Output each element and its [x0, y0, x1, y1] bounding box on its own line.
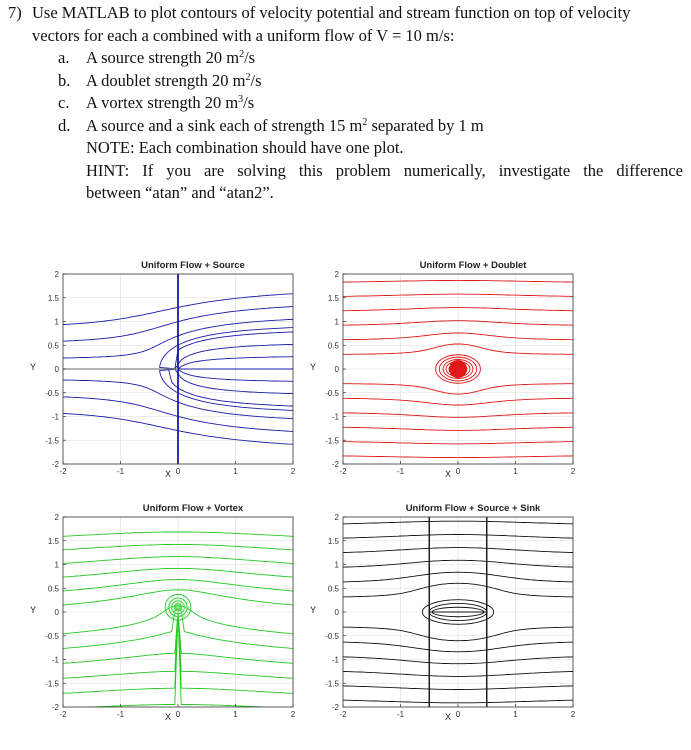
item-c-label: c. [58, 93, 70, 112]
item-c-unit: /s [243, 93, 255, 112]
item-b-unit: /s [250, 70, 262, 90]
y-tick-label: 1.5 [47, 536, 59, 546]
x-axis-label: X [445, 712, 452, 722]
y-tick-label: -1.5 [45, 679, 59, 689]
y-tick-label: 0.5 [327, 584, 339, 594]
x-tick-label: 1 [513, 467, 518, 476]
plot-vortex [18, 505, 338, 750]
plot-title: Uniform Flow + Source [141, 260, 245, 271]
item-b-label: b. [58, 70, 71, 90]
y-tick-label: -2 [331, 460, 339, 469]
y-axis-label: Y [310, 362, 317, 372]
x-tick-label: -1 [116, 467, 125, 476]
note-text: NOTE: Each combination should have one plot. [86, 138, 404, 157]
x-tick-label: 0 [455, 467, 461, 476]
y-tick-label: 0 [334, 608, 339, 617]
plot-axes [18, 262, 338, 487]
x-tick-label: -2 [339, 467, 347, 476]
y-tick-label: 0.5 [47, 341, 59, 351]
y-tick-label: 0 [54, 365, 59, 374]
item-a-sup: 2 [239, 49, 245, 60]
y-tick-label: -1 [331, 412, 339, 422]
y-tick-label: 0.5 [327, 341, 339, 351]
y-tick-label: -0.5 [45, 631, 59, 641]
item-a [8, 47, 683, 70]
streamlines [52, 274, 339, 464]
x-tick-label: 0 [175, 467, 181, 476]
hint-text-line-1: HINT: If you are solving this problem numerically, investigate the difference [86, 160, 683, 180]
y-tick-label: -2 [51, 703, 59, 712]
y-tick-label: -1.5 [325, 436, 339, 446]
x-axis-label: X [165, 469, 172, 479]
x-tick-label: -1 [396, 710, 405, 719]
y-tick-label: -0.5 [45, 388, 59, 398]
plot-title: Uniform Flow + Vortex [142, 503, 244, 514]
item-c [8, 92, 683, 115]
y-tick-label: 2 [334, 270, 339, 279]
problem-text [8, 2, 683, 205]
x-tick-label: 1 [233, 467, 238, 476]
item-d-sup: 2 [362, 116, 368, 128]
x-tick-label: 1 [233, 710, 238, 719]
x-axis-label: X [445, 469, 452, 479]
y-tick-label: -2 [51, 460, 59, 469]
x-tick-label: 0 [175, 710, 181, 719]
y-tick-label: 2 [54, 270, 59, 279]
x-tick-label: -2 [339, 710, 347, 719]
x-tick-label: -2 [59, 467, 67, 476]
y-tick-label: 1 [54, 560, 59, 570]
problem-stem-line-1 [8, 2, 683, 25]
y-tick-label: -1 [51, 412, 59, 422]
y-tick-label: -1.5 [325, 679, 339, 689]
x-tick-label: 2 [290, 467, 296, 476]
y-tick-label: -0.5 [325, 631, 339, 641]
plot-source [18, 262, 338, 507]
item-d [8, 115, 683, 138]
plot-axes [298, 262, 618, 487]
x-tick-label: 2 [570, 467, 576, 476]
y-tick-label: 1 [334, 560, 339, 570]
item-a-label: a. [58, 48, 70, 67]
x-axis-label: X [165, 712, 172, 722]
item-c-text: A vortex strength 20 m [86, 93, 239, 112]
item-c-sup: 3 [238, 94, 244, 105]
plot-axes [298, 505, 618, 730]
plot-title: Uniform Flow + Doublet [419, 260, 527, 271]
y-tick-label: 1.5 [327, 536, 339, 546]
y-axis-label: Y [310, 605, 317, 615]
plot-doublet [298, 262, 618, 507]
doublet-core [449, 360, 467, 378]
x-tick-label: 2 [290, 710, 296, 719]
problem-stem-line-2: vectors for each a combined with a uniform flow of V = 10 m/s: [32, 25, 455, 45]
plot-axes [18, 505, 338, 730]
y-tick-label: 0 [54, 608, 59, 617]
y-tick-label: 1.5 [327, 293, 339, 303]
x-tick-label: -2 [59, 710, 67, 719]
x-tick-label: 0 [455, 710, 461, 719]
x-tick-label: -1 [396, 467, 405, 476]
x-tick-label: 1 [513, 710, 518, 719]
y-tick-label: 1.5 [47, 293, 59, 303]
y-tick-label: -1 [51, 655, 59, 665]
x-tick-label: 2 [570, 710, 576, 719]
y-tick-label: 2 [334, 513, 339, 522]
item-d-unit: separated by 1 m [367, 115, 484, 135]
y-tick-label: 0 [334, 365, 339, 374]
item-b-sup: 2 [245, 71, 251, 83]
item-d-text: A source and a sink each of strength 15 m [86, 115, 363, 135]
item-a-text: A source strength 20 m [86, 48, 240, 67]
y-tick-label: -1.5 [45, 436, 59, 446]
problem-number: 7) [8, 3, 22, 22]
plot-title: Uniform Flow + Source + Sink [405, 503, 541, 514]
plot-source-sink [298, 505, 618, 750]
y-axis-label: Y [30, 605, 37, 615]
stem-text-1: Use MATLAB to plot contours of velocity potential and stream function on top of velocity [32, 3, 631, 22]
y-tick-label: 2 [54, 513, 59, 522]
y-tick-label: 0.5 [47, 584, 59, 594]
item-b [8, 70, 683, 93]
y-tick-label: 1 [334, 317, 339, 327]
item-b-text: A doublet strength 20 m [86, 70, 246, 90]
y-tick-label: -1 [331, 655, 339, 665]
y-axis-label: Y [30, 362, 37, 372]
item-a-unit: /s [244, 48, 256, 67]
item-d-label: d. [58, 115, 71, 135]
y-tick-label: -0.5 [325, 388, 339, 398]
x-tick-label: -1 [116, 710, 125, 719]
hint-text-line-2: between “atan” and “atan2”. [86, 183, 274, 202]
y-tick-label: -2 [331, 703, 339, 712]
y-tick-label: 1 [54, 317, 59, 327]
